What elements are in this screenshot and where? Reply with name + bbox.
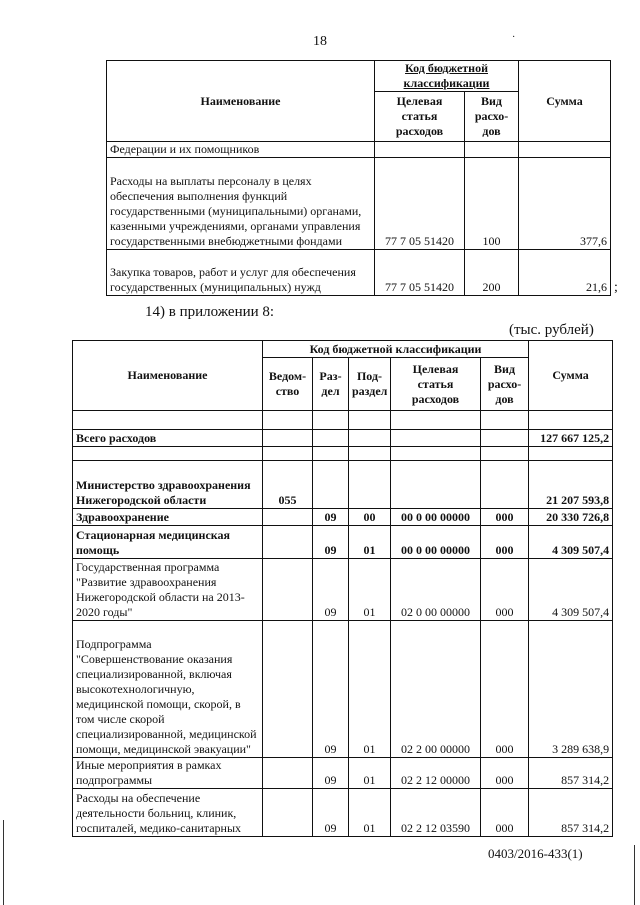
t2-row2-name: Министерство здравоохранения Нижегородской области [73,461,263,509]
t2-row6-subsection: 01 [349,621,391,758]
t2-row4-section: 09 [313,526,349,559]
t2-row2-section [313,461,349,509]
t2-row1-target [391,430,481,447]
t2-row5-kind: 000 [481,559,529,621]
t2-header-subsection: Под-раздел [349,358,391,411]
t2-row1-subsection [349,430,391,447]
scan-edge-right [634,845,635,905]
t2-row3-sum: 20 330 726,8 [529,509,613,526]
table-row [107,142,611,158]
t2-row7-sum: 857 314,2 [529,758,613,789]
t1-row2-kind: 100 [465,158,519,250]
t2-row8-sum: 857 314,2 [529,789,613,837]
t2-row7-section: 09 [313,758,349,789]
t2-row5-name: Государственная программа "Развитие здравоохранения Нижегородской области на 2013-2020 годы" [73,559,263,621]
t2-row2-dept: 055 [263,461,313,509]
spacer-row [73,447,613,461]
t1-row1-target [375,142,465,158]
scan-edge-left [3,820,4,905]
t2-header-sum: Сумма [529,341,613,411]
t1-row2-name: Расходы на выплаты персоналу в целях обеспечения выполнения функций государственными (муниципальными) органами, казенными учреждениями, органами управления государственными внебюджетными фондами [107,158,375,250]
t2-row3-dept [263,509,313,526]
section-label: 14) в приложении 8: [145,304,275,320]
t2-header-target: Целевая статья расходов [391,358,481,411]
table-row [73,559,613,621]
budget-table-top [106,60,611,296]
t1-row2-sum: 377,6 [519,158,611,250]
scan-speck: · [512,32,516,43]
t1-row1-name: Федерации и их помощников [107,142,375,158]
t1-header-sum: Сумма [519,61,611,142]
t2-row8-name: Расходы на обеспечение деятельности больниц, клиник, госпиталей, медико-санитарных [73,789,263,837]
t2-row6-sum: 3 289 638,9 [529,621,613,758]
t2-header-kind: Вид расхо-дов [481,358,529,411]
t2-row4-name: Стационарная медицинская помощь [73,526,263,559]
t2-row6-section: 09 [313,621,349,758]
t2-row2-subsection [349,461,391,509]
table-row [73,461,613,509]
t2-row5-target: 02 0 00 00000 [391,559,481,621]
page-number: 18 [313,34,327,49]
t2-row5-subsection: 01 [349,559,391,621]
t2-header-name: Наименование [73,341,263,411]
t2-row6-name: Подпрограмма "Совершенствование оказания специализированной, включая высокотехнологичную, медицинской помощи, скорой, в том числе скорой специализированной, медицинской помощи, медицинской эвакуации" [73,621,263,758]
footer-code: 0403/2016-433(1) [488,846,583,861]
units-label: (тыс. рублей) [509,322,594,338]
t2-row8-subsection: 01 [349,789,391,837]
t2-row3-subsection: 00 [349,509,391,526]
t2-row4-sum: 4 309 507,4 [529,526,613,559]
table-row [73,621,613,758]
t2-header-dept: Ведом-ство [263,358,313,411]
t2-row3-target: 00 0 00 00000 [391,509,481,526]
t1-row2-target: 77 7 05 51420 [375,158,465,250]
t2-row2-kind [481,461,529,509]
budget-table-main [72,340,613,837]
t2-row6-dept [263,621,313,758]
t2-row1-dept [263,430,313,447]
t1-header-target: Целевая статья расходов [375,92,465,142]
t2-row5-dept [263,559,313,621]
t1-row3-kind: 200 [465,250,519,296]
t2-row3-name: Здравоохранение [73,509,263,526]
table-row [107,250,611,296]
t2-header-section: Раз-дел [313,358,349,411]
table-row [73,758,613,789]
t1-row1-sum [519,142,611,158]
t1-header-name: Наименование [107,61,375,142]
t2-row4-dept [263,526,313,559]
t2-row6-target: 02 2 00 00000 [391,621,481,758]
t2-row7-subsection: 01 [349,758,391,789]
t1-header-group: Код бюджетной классификации [375,61,519,92]
t2-row1-section [313,430,349,447]
t2-row2-target [391,461,481,509]
t2-row3-kind: 000 [481,509,529,526]
t2-row2-sum: 21 207 593,8 [529,461,613,509]
t2-row4-subsection: 01 [349,526,391,559]
t2-row7-dept [263,758,313,789]
t2-row1-kind [481,430,529,447]
table-row [73,430,613,447]
t1-header-kind: Вид расхо-дов [465,92,519,142]
t1-row3-sum: 21,6 [519,250,611,296]
t1-row1-kind [465,142,519,158]
t2-row7-kind: 000 [481,758,529,789]
t2-row4-kind: 000 [481,526,529,559]
t2-row1-sum: 127 667 125,2 [529,430,613,447]
t2-row7-name: Иные мероприятия в рамках подпрограммы [73,758,263,789]
t2-row8-dept [263,789,313,837]
t2-row3-section: 09 [313,509,349,526]
table-row [73,509,613,526]
t2-row1-name: Всего расходов [73,430,263,447]
table-row [107,158,611,250]
trailing-semicolon: ; [614,280,618,295]
t2-row7-target: 02 2 12 00000 [391,758,481,789]
table-row [73,789,613,837]
t2-row8-target: 02 2 12 03590 [391,789,481,837]
t1-row3-target: 77 7 05 51420 [375,250,465,296]
t2-row8-kind: 000 [481,789,529,837]
t2-header-group: Код бюджетной классификации [263,341,529,358]
t2-row5-sum: 4 309 507,4 [529,559,613,621]
spacer-row [73,411,613,430]
t2-row5-section: 09 [313,559,349,621]
t2-row4-target: 00 0 00 00000 [391,526,481,559]
t2-row8-section: 09 [313,789,349,837]
table-row [73,526,613,559]
t2-row6-kind: 000 [481,621,529,758]
t1-row3-name: Закупка товаров, работ и услуг для обеспечения государственных (муниципальных) нужд [107,250,375,296]
